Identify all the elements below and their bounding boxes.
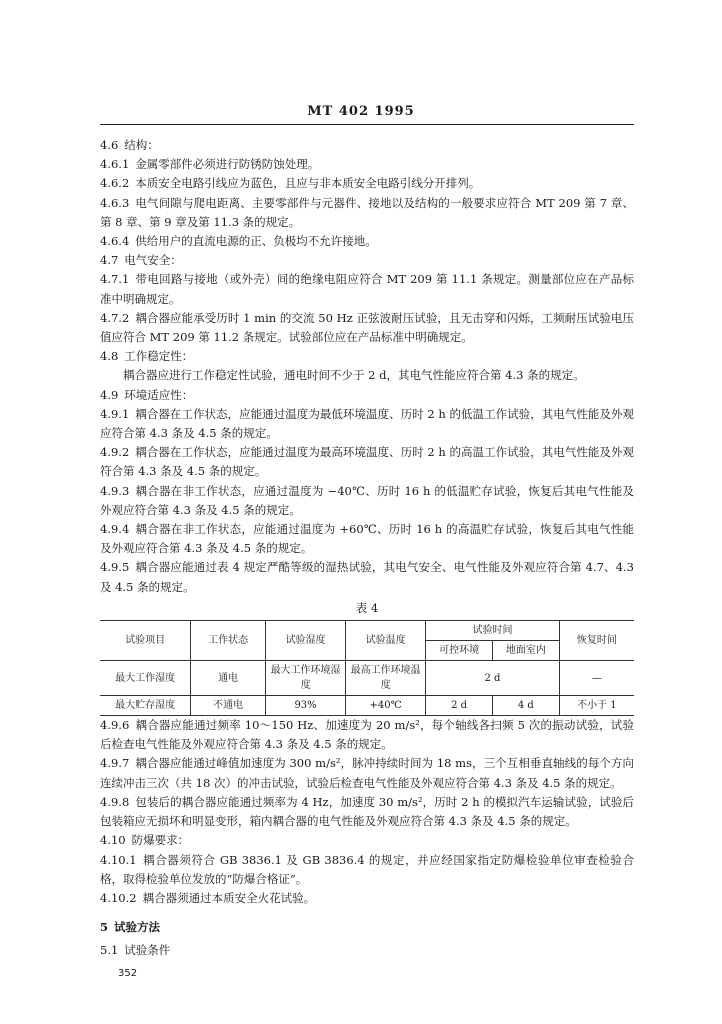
clause-number: 4.9.7 (100, 756, 130, 771)
cell-temperature: +40℃ (346, 696, 426, 716)
clause-paragraph (100, 851, 634, 889)
cell-state: 不通电 (191, 696, 266, 716)
clause-number: 4.9.3 (100, 483, 130, 498)
clauses-block-1 (100, 136, 634, 597)
cell-temperature: 最高工作环境温度 (346, 661, 426, 696)
clause-paragraph (100, 482, 634, 520)
cell-humidity: 最大工作环境湿度 (266, 661, 346, 696)
clause-paragraph (100, 405, 634, 443)
clause-number: 4.7.1 (100, 272, 130, 287)
cell-item: 最大工作湿度 (100, 661, 191, 696)
cell-item: 最大贮存湿度 (100, 696, 191, 716)
clause-text: 耦合器在工作状态，应能通过温度为最低环境温度、历时 2 h 的低温工作试验，其电气性能及外观应符合第 4.3 条及 4.5 条的规定。 (100, 406, 634, 441)
clause-number: 4.6 (100, 138, 119, 152)
table-caption: 表 4 (355, 600, 379, 615)
clause-text: 耦合器在非工作状态，应能通过温度为 +60℃、历时 16 h 的高温贮存试验，恢复后其电气性能及外观应符合第 4.3 条及 4.5 条的规定。 (100, 522, 634, 556)
clause-paragraph (100, 366, 634, 385)
clause-paragraph (100, 155, 634, 174)
cell-humidity: 93% (266, 696, 346, 716)
clause-text: 工作稳定性： (124, 349, 194, 364)
clause-text: 耦合器应能通过表 4 规定严酷等级的湿热试验，其电气安全、电气性能及外观应符合第 4.7、4.3 及 4.5 条的规定。 (100, 560, 634, 594)
clause-paragraph (100, 232, 634, 251)
clause-number: 4.6.1 (100, 157, 130, 172)
clause-number: 4.7 (100, 253, 119, 268)
cell-recovery: 不小于 1 (559, 696, 634, 716)
th-recovery: 恢复时间 (559, 621, 634, 661)
page-header: MT 402 1995 (307, 104, 415, 119)
page-number: 352 (118, 968, 138, 979)
table-row (100, 696, 634, 716)
section-text: 试验方法 (114, 920, 161, 935)
clause-number: 4.9.4 (100, 522, 130, 537)
header-rule (100, 124, 634, 125)
clause-number: 4.9.8 (100, 794, 130, 809)
th-temperature: 试验温度 (346, 621, 426, 661)
clause-number: 4.6.2 (100, 176, 130, 191)
clause-text: 包装后的耦合器应能通过频率为 4 Hz，加速度 30 m/s²，历时 2 h 的模拟汽车运输试验，试验后包装箱应无损坏和明显变形，箱内耦合器的电气性能及外观应符合第 4.3 条及 4.5 条的规定。 (100, 794, 634, 829)
clause-text: 耦合器须通过本质安全火花试验。 (142, 890, 316, 905)
th-humidity: 试验湿度 (266, 621, 346, 661)
clause-text: 供给用户的直流电源的正、负极均不允许接地。 (135, 234, 377, 249)
clauses-block-2 (100, 716, 634, 908)
clause-paragraph (100, 831, 634, 850)
clause-number: 4.7.2 (100, 310, 130, 325)
clause-text: 耦合器应进行工作稳定性试验，通电时间不少于 2 d，其电气性能应符合第 4.3 条的规定。 (123, 368, 585, 383)
th-duration: 试验时间 (426, 621, 560, 641)
clause-number: 4.6.4 (100, 234, 130, 249)
clause-paragraph (100, 309, 634, 347)
clause-number: 4.10.1 (100, 852, 137, 867)
clause-paragraph (100, 558, 634, 596)
clause-text: 金属零部件必须进行防锈防蚀处理。 (135, 157, 320, 172)
clause-text: 带电回路与接地（或外壳）间的绝缘电阻应符合 MT 209 第 11.1 条规定。测量部位应在产品标准中明确规定。 (100, 272, 634, 306)
clause-paragraph (100, 889, 634, 908)
clause-paragraph (100, 793, 634, 831)
clause-paragraph (100, 270, 634, 308)
clause-text: 耦合器在非工作状态，应通过温度为 −40℃、历时 16 h 的低温贮存试验，恢复后其电气性能及外观应符合第 4.3 条及 4.5 条的规定。 (100, 483, 634, 517)
clause-text: 耦合器应能通过频率 10～150 Hz、加速度为 20 m/s²，每个轴线各扫频 5 次的振动试验，试验后检查电气性能及外观应符合第 4.3 条及 4.5 条的规定。 (100, 718, 634, 752)
table-row (100, 661, 634, 696)
clause-paragraph (100, 136, 634, 155)
clause-number: 4.6.3 (100, 195, 130, 210)
clause-text: 结构： (124, 138, 159, 152)
th-state: 工作状态 (191, 621, 266, 661)
clause-number: 4.9 (100, 387, 119, 402)
cell-underground: 4 d (492, 696, 559, 716)
clause-number: 4.9.1 (100, 406, 130, 421)
clause-text: 本质安全电路引线应为蓝色，且应与非本质安全电路引线分开排列。 (135, 176, 481, 191)
clause-text: 耦合器须符合 GB 3836.1 及 GB 3836.4 的规定，并应经国家指定防爆检验单位审查检验合格，取得检验单位发放的“防爆合格证”。 (100, 852, 634, 886)
clause-paragraph (100, 174, 634, 193)
clause-paragraph (100, 754, 634, 792)
clause-number: 4.9.2 (100, 445, 130, 460)
clause-text: 耦合器在工作状态，应能通过温度为最高环境温度、历时 2 h 的高温工作试验，其电气性能及外观符合第 4.3 条及 4.5 条的规定。 (100, 445, 634, 479)
clause-paragraph (100, 251, 634, 270)
section-number: 5 (100, 920, 109, 935)
clause-number: 4.10.2 (100, 890, 137, 905)
clause-text: 电气安全： (124, 253, 182, 268)
clause-number: 4.9.5 (100, 560, 130, 575)
section-5-title (100, 918, 634, 937)
th-item: 试验项目 (100, 621, 191, 661)
clause-paragraph (100, 347, 634, 366)
th-underground: 地面室内 (492, 641, 559, 661)
clause-text: 环境适应性： (124, 387, 194, 402)
clause-text: 防爆要求： (131, 833, 190, 848)
section-number: 5.1 (100, 943, 119, 958)
clause-paragraph (100, 443, 634, 481)
cell-duration: 2 d (426, 661, 560, 696)
section-5-1-title (100, 941, 634, 960)
clause-number: 4.8 (100, 349, 119, 364)
clause-paragraph (100, 386, 634, 405)
clause-paragraph (100, 520, 634, 558)
cell-controlled: 2 d (426, 696, 493, 716)
cell-state: 通电 (191, 661, 266, 696)
clause-paragraph (100, 716, 634, 754)
section-text: 试验条件 (124, 943, 171, 958)
clause-text: 耦合器应能承受历时 1 min 的交流 50 Hz 正弦波耐压试验，且无击穿和闪烁，工频耐压试验电压值应符合 MT 209 第 11.2 条规定。试验部位应在产品标准中明确规定。 (100, 310, 634, 345)
table-4 (100, 620, 634, 716)
document-body (100, 136, 634, 961)
clause-paragraph (100, 194, 634, 232)
clause-text: 电气间隙与爬电距离、主要零部件与元器件、接地以及结构的一般要求应符合 MT 209 第 7 章、第 8 章、第 9 章及第 11.3 条的规定。 (100, 195, 634, 229)
clause-number: 4.10 (100, 833, 126, 848)
th-controlled: 可控环境 (426, 641, 493, 661)
clause-number: 4.9.6 (100, 718, 130, 733)
clause-text: 耦合器应能通过峰值加速度为 300 m/s²，脉冲持续时间为 18 ms，三个互相垂直轴线的每个方向连续冲击三次（共 18 次）的冲击试验，试验后检查电气性能及外观应符合第 4.3 条及 4.5 条的规定。 (100, 756, 634, 790)
cell-recovery: — (559, 661, 634, 696)
